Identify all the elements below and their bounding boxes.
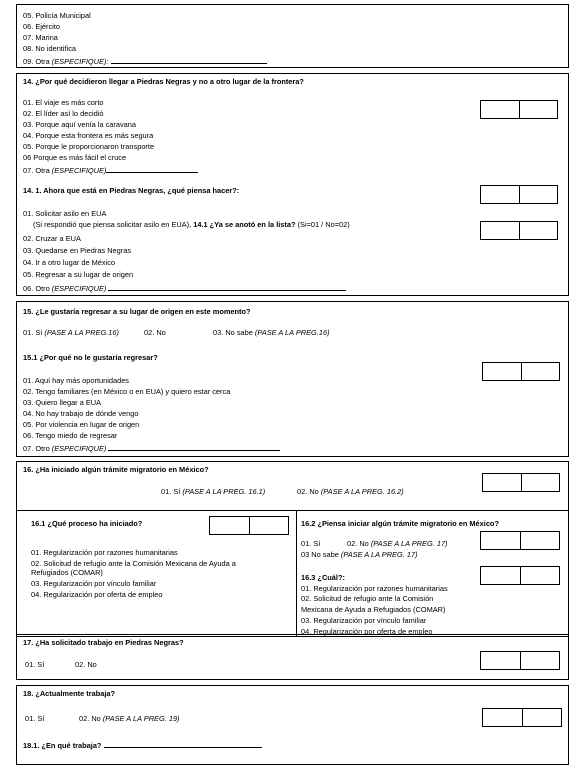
other-option: 07. Otro (ESPECIFIQUE)	[23, 442, 280, 453]
answer-box[interactable]	[482, 362, 560, 381]
option: 01. Sí (PASE A LA PREG.16)	[23, 328, 119, 337]
list-item: 05. Regresar a su lugar de origen	[23, 270, 134, 279]
section-q17	[16, 634, 569, 680]
section-top	[16, 4, 569, 68]
other-blank[interactable]	[108, 282, 346, 291]
answer-box[interactable]	[480, 566, 560, 585]
question-title: 16.3 ¿Cuál?:	[301, 573, 345, 582]
question-title: 16.1 ¿Qué proceso ha iniciado?	[31, 519, 143, 528]
section-q15	[16, 301, 569, 457]
section-q18	[16, 685, 569, 765]
list-item: 04. Regularización por oferta de empleo	[31, 590, 163, 599]
list-item: 03. Quedarse en Piedras Negras	[23, 246, 132, 255]
list-item: 01. Aquí hay más oportunidades	[23, 376, 130, 385]
list-item: 05. Policía Municipal	[23, 11, 91, 20]
section-q16	[16, 461, 569, 637]
list-item: 05. Porque le proporcionaron transporte	[23, 142, 155, 151]
option: 02. No (PASE A LA PREG. 17)	[347, 539, 448, 548]
question-title: 18. ¿Actualmente trabaja?	[23, 689, 116, 698]
option: 03. No sabe (PASE A LA PREG.16)	[213, 328, 330, 337]
option: 02. No (PASE A LA PREG. 16.2)	[297, 487, 404, 496]
divider	[296, 510, 297, 636]
list-item: 01. Regularización por razones humanitarias	[301, 584, 448, 593]
answer-box[interactable]	[480, 221, 558, 240]
list-item: 03. Regularización por vínculo familiar	[301, 616, 427, 625]
list-item: 01. El viaje es más corto	[23, 98, 104, 107]
answer-box[interactable]	[482, 473, 560, 492]
question-title: 16. ¿Ha iniciado algún trámite migratorio en México?	[23, 465, 209, 474]
answer-box[interactable]	[480, 100, 558, 119]
answer-box[interactable]	[480, 531, 560, 550]
list-item: 06 Porque es más fácil el cruce	[23, 153, 127, 162]
list-item: 05. Por violencia en lugar de origen	[23, 420, 140, 429]
answer-blank[interactable]	[104, 739, 262, 748]
other-blank[interactable]	[111, 55, 267, 64]
list-item: 02. El líder así lo decidió	[23, 109, 104, 118]
list-item: Refugiados (COMAR)	[31, 568, 103, 577]
option: 01. Sí	[25, 714, 45, 723]
question-title: 15.1 ¿Por qué no le gustaría regresar?	[23, 353, 158, 362]
list-item: 07. Marina	[23, 33, 58, 42]
answer-box[interactable]	[480, 651, 560, 670]
option: 01. Sí	[301, 539, 321, 548]
other-option: 07. Otra (ESPECIFIQUE)	[23, 164, 198, 175]
option: 02. No (PASE A LA PREG. 19)	[79, 714, 180, 723]
question-q18-1: 18.1. ¿En qué trabaja?	[23, 739, 262, 750]
other-option: 06. Otro (ESPECIFIQUE)	[23, 282, 346, 293]
list-subitem: (Si respondió que piensa solicitar asilo en EUA), 14.1 ¿Ya se anotó en la lista? (Si=01 / No=02)	[33, 220, 350, 229]
question-title: 17. ¿Ha solicitado trabajo en Piedras Negras?	[23, 638, 184, 647]
list-item: 02. Solicitud de refugio ante la Comisión Mexicana de Ayuda a	[31, 559, 236, 568]
other-option: 09. Otra (ESPECIFIQUE):	[23, 55, 267, 66]
list-item: 04. Regularización por oferta de empleo	[301, 627, 433, 636]
option: 02. No	[75, 660, 97, 669]
section-q14	[16, 73, 569, 296]
answer-box[interactable]	[209, 516, 289, 535]
question-title: 14. ¿Por qué decidieron llegar a Piedras Negras y no a otro lugar de la frontera?	[23, 77, 304, 86]
option: 02. No	[144, 328, 166, 337]
list-item: 02. Tengo familiares (en México o en EUA) y quiero estar cerca	[23, 387, 231, 396]
option: 01. Sí	[25, 660, 45, 669]
question-title: 15. ¿Le gustaría regresar a su lugar de origen en este momento?	[23, 307, 251, 316]
list-item: 04. Porque esta frontera es más segura	[23, 131, 154, 140]
other-blank[interactable]	[106, 164, 198, 173]
question-title: 16.2 ¿Piensa iniciar algún trámite migratorio en México?	[301, 519, 499, 528]
list-item: 08. No identifica	[23, 44, 76, 53]
other-blank[interactable]	[108, 442, 280, 451]
question-title: 14. 1. Ahora que está en Piedras Negras, ¿qué piensa hacer?:	[23, 186, 240, 195]
list-item: 03. Porque aquí venía la caravana	[23, 120, 136, 129]
answer-box[interactable]	[480, 185, 558, 204]
list-item: Mexicana de Ayuda a Refugiados (COMAR)	[301, 605, 446, 614]
list-item: 03. Regularización por vínculo familiar	[31, 579, 157, 588]
option: 03 No sabe (PASE A LA PREG. 17)	[301, 550, 418, 559]
list-item: 02. Solicitud de refugio ante la Comisión	[301, 594, 434, 603]
list-item: 04. Ir a otro lugar de México	[23, 258, 116, 267]
answer-box[interactable]	[482, 708, 562, 727]
list-item: 02. Cruzar a EUA	[23, 234, 81, 243]
list-item: 06. Ejército	[23, 22, 60, 31]
list-item: 06. Tengo miedo de regresar	[23, 431, 118, 440]
list-item: 01. Solicitar asilo en EUA	[23, 209, 107, 218]
list-item: 01. Regularización por razones humanitarias	[31, 548, 178, 557]
list-item: 03. Quiero llegar a EUA	[23, 398, 102, 407]
option: 01. Sí (PASE A LA PREG. 16.1)	[161, 487, 266, 496]
divider	[17, 510, 568, 511]
list-item: 04. No hay trabajo de dónde vengo	[23, 409, 139, 418]
